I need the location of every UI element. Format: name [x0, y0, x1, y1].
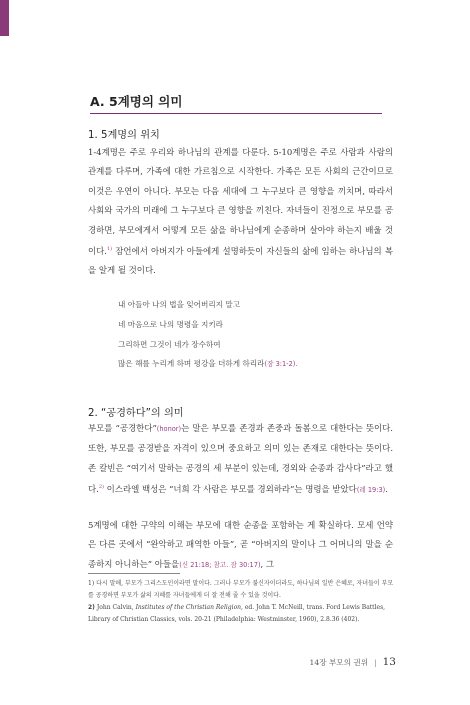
subsection-title-1: 1. 5계명의 위치 [88, 130, 160, 141]
page-corner-tab [0, 0, 9, 36]
subsection-title-2: 2. “공경하다”의 의미 [88, 408, 184, 419]
quote-line-3: 그리하면 그것이 네가 장수하여 [118, 339, 221, 349]
footnote-marker-2: 2) [98, 484, 104, 491]
leviticus-reference: (레 19:3) [356, 486, 386, 495]
footnote-1: 1) 다시 말해, 부모가 그리스도인이라면 말이다. 그러나 부모가 불신자이더라도, 하나님의 일반 은혜로, 자녀들이 부모를 공경하면 부모가 삶의 지혜를 자녀들에게 더 잘 전해 줄 수 있을 것이다. [88, 580, 394, 599]
footnote-2: 2) John Calvin, Institutes of the Christian Religion, ed. John T. McNeill, trans. Ford Lewis Battles, Library of Christian Classics, vols. 20-21 (Philadelphia: Westminster, 1960), 2.8.36 (402). [88, 604, 386, 623]
footer-separator: | [374, 658, 377, 667]
section-heading [90, 91, 382, 114]
scripture-quote [118, 295, 398, 375]
quote-line-4: 많은 해를 누리게 하며 평강을 더하게 하리라(잠 3:1-2). [118, 359, 298, 369]
page-footer [310, 656, 396, 668]
section-heading-text: A. 5계명의 의미 [90, 94, 183, 109]
honor-annotation: (honor) [156, 425, 182, 433]
quote-line-1: 내 아들아 나의 법을 잊어버리지 말고 [118, 300, 241, 309]
footnote-divider [88, 573, 180, 574]
footnote-book-title: Institutes of the Christian Religion [135, 604, 242, 611]
footnote-marker-1: 1) [106, 246, 113, 253]
deuteronomy-reference: (신 21:18; 참고. 잠 30:17) [179, 560, 261, 569]
paragraph-honor: 부모를 “공경한다”(honor)는 말은 부모를 존경과 존중과 돌봄으로 대한다는 뜻이다. 또한, 부모를 공경받을 자격이 있으며 중요하고 의미 있는 존재로 대한다는 뜻이다. 존 칼빈은 “여기서 말하는 공경의 세 부분이 있는데, 경외와 순종과 감사다”라고 했다.$^{2)}$ 이스라엘 백성은 “너희 각 사람은 부모를 경외하라”는 명령을 받았다(레 19:3). [88, 423, 393, 495]
quote-line-2: 네 마음으로 나의 명령을 지키라 [118, 319, 224, 329]
chapter-title: 14장 부모의 권위 [309, 658, 369, 667]
page-number: 13 [382, 656, 396, 668]
paragraph-position: 1-4계명은 주로 우리와 하나님의 관계를 다룬다. 5-10계명은 주로 사람과 사람의 관계를 다루며, 가족에 대한 가르침으로 시작한다. 가족은 모든 사회의 근간이므로 이것은 우연이 아니다. 부모는 다음 세대에 그 누구보다 큰 영향을 끼치며, 따라서 사회와 국가의 미래에 그 누구보다 큰 영향을 끼친다. 자녀들이 진정으로 부모를 공경하면, 부모에게서 어떻게 모든 삶을 하나님에게 순종하며 살아야 하는지 배울 것이다.$^{1)}$ 잠언에서 아버지가 아들에게 설명하듯이 자신들의 삶에 임하는 하나님의 복을 알게 될 것이다. [88, 147, 393, 276]
quote-reference: (잠 3:1-2). [264, 360, 298, 369]
paragraph-obedience: 5계명에 대한 구약의 이해는 부모에 대한 순종을 포함하는 게 확실하다. 모세 언약은 다른 곳에서 “완악하고 패역한 아들”, 곧 “아버지의 말이나 그 어머니의 말을 순종하지 아니하는” 아들을(신 21:18; 참고. 잠 30:17), 그 [88, 520, 393, 569]
